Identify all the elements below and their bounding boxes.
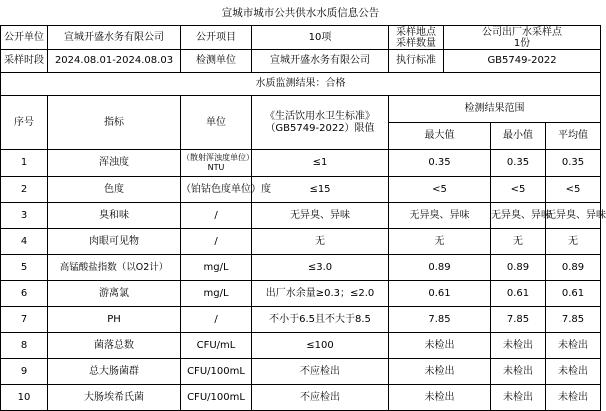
row-unit: mg/L <box>181 255 252 281</box>
row-indicator: PH <box>48 307 181 333</box>
row-max: 0.35 <box>389 150 491 177</box>
info-value-sampling: 公司出厂水采样点 1份 <box>444 26 601 50</box>
result-label: 水质监测结果：合格 <box>1 73 601 96</box>
row-limit: 不应检出 <box>252 359 389 385</box>
table-row <box>1 177 601 203</box>
info-value-lab: 宣城开盛水务有限公司 <box>252 50 389 73</box>
header-unit: 单位 <box>181 96 252 150</box>
row-min: 0.35 <box>491 150 546 177</box>
row-avg: 0.61 <box>546 281 601 307</box>
header-range: 检测结果范围 <box>389 96 601 123</box>
row-avg: 7.85 <box>546 307 601 333</box>
row-limit: 无 <box>252 229 389 255</box>
row-limit: 出厂水余量≥0.3；≤2.0 <box>252 281 389 307</box>
row-min: 0.61 <box>491 281 546 307</box>
row-no: 4 <box>1 229 48 255</box>
row-limit: ≤100 <box>252 333 389 359</box>
row-unit: mg/L <box>181 281 252 307</box>
row-avg: 0.89 <box>546 255 601 281</box>
table-row <box>1 203 601 229</box>
row-indicator: 菌落总数 <box>48 333 181 359</box>
info-value-standard: GB5749-2022 <box>444 50 601 73</box>
row-no: 1 <box>1 150 48 177</box>
info-value-project: 10项 <box>252 26 389 50</box>
row-no: 8 <box>1 333 48 359</box>
row-unit: / <box>181 229 252 255</box>
row-min: 无 <box>491 229 546 255</box>
row-unit: / <box>181 307 252 333</box>
row-max: <5 <box>389 177 491 203</box>
table-row <box>1 150 601 177</box>
info-label-lab: 检测单位 <box>181 50 252 73</box>
row-avg: 未检出 <box>546 333 601 359</box>
row-indicator: 高锰酸盐指数（以O2计） <box>48 255 181 281</box>
row-indicator: 游离氯 <box>48 281 181 307</box>
row-indicator: 色度 <box>48 177 181 203</box>
row-indicator: 浑浊度 <box>48 150 181 177</box>
row-max: 7.85 <box>389 307 491 333</box>
row-limit: ≤3.0 <box>252 255 389 281</box>
row-no: 9 <box>1 359 48 385</box>
row-max: 未检出 <box>389 333 491 359</box>
info-label-sampling: 采样地点 采样数量 <box>389 26 444 50</box>
table-row <box>1 255 601 281</box>
info-label-standard: 执行标准 <box>389 50 444 73</box>
row-avg: 未检出 <box>546 359 601 385</box>
table-row <box>1 385 601 411</box>
row-min: <5 <box>491 177 546 203</box>
header-avg: 平均值 <box>546 123 601 150</box>
row-max: 无 <box>389 229 491 255</box>
info-label-period: 采样时段 <box>1 50 48 73</box>
row-unit: （铂钴色度单位）度 <box>181 177 252 203</box>
row-avg: 0.35 <box>546 150 601 177</box>
row-no: 7 <box>1 307 48 333</box>
table-row <box>1 281 601 307</box>
row-min: 无异臭、异味 <box>491 203 546 229</box>
row-no: 5 <box>1 255 48 281</box>
row-unit: CFU/100mL <box>181 359 252 385</box>
row-limit: ≤15 <box>252 177 389 203</box>
page-title: 宣城市城市公共供水水质信息公告 <box>221 6 380 19</box>
row-unit: CFU/100mL <box>181 385 252 411</box>
row-min: 未检出 <box>491 333 546 359</box>
row-no: 6 <box>1 281 48 307</box>
row-avg: 无异臭、异味 <box>546 203 601 229</box>
row-indicator: 肉眼可见物 <box>48 229 181 255</box>
result-rows <box>1 150 606 411</box>
row-indicator: 总大肠菌群 <box>48 359 181 385</box>
row-limit: 无异臭、异味 <box>252 203 389 229</box>
row-no: 3 <box>1 203 48 229</box>
row-max: 0.61 <box>389 281 491 307</box>
row-indicator: 臭和味 <box>48 203 181 229</box>
row-max: 未检出 <box>389 385 491 411</box>
header-min: 最小值 <box>491 123 546 150</box>
header-max: 最大值 <box>389 123 491 150</box>
table-row <box>1 307 601 333</box>
row-no: 2 <box>1 177 48 203</box>
row-max: 0.89 <box>389 255 491 281</box>
row-indicator: 大肠埃希氏菌 <box>48 385 181 411</box>
row-limit: 不小于6.5且不大于8.5 <box>252 307 389 333</box>
row-min: 0.89 <box>491 255 546 281</box>
row-avg: <5 <box>546 177 601 203</box>
row-min: 7.85 <box>491 307 546 333</box>
header-indicator: 指标 <box>48 96 181 150</box>
row-avg: 未检出 <box>546 385 601 411</box>
table-row <box>1 333 601 359</box>
row-unit: / <box>181 203 252 229</box>
table-row <box>1 229 601 255</box>
row-max: 未检出 <box>389 359 491 385</box>
header-no: 序号 <box>1 96 48 150</box>
info-value-publisher: 宣城开盛水务有限公司 <box>48 26 181 50</box>
row-unit: （散射浑浊度单位）NTU <box>181 150 252 177</box>
row-unit: CFU/mL <box>181 333 252 359</box>
header-standard: 《生活饮用水卫生标准》 （GB5749-2022）限值 <box>252 96 389 150</box>
table-row <box>1 359 601 385</box>
info-value-period: 2024.08.01-2024.08.03 <box>48 50 181 73</box>
row-limit: 不应检出 <box>252 385 389 411</box>
info-label-publisher: 公开单位 <box>1 26 48 50</box>
row-min: 未检出 <box>491 359 546 385</box>
row-min: 未检出 <box>491 385 546 411</box>
row-max: 无异臭、异味 <box>389 203 491 229</box>
row-no: 10 <box>1 385 48 411</box>
row-avg: 无 <box>546 229 601 255</box>
row-limit: ≤1 <box>252 150 389 177</box>
info-label-project: 公开项目 <box>181 26 252 50</box>
